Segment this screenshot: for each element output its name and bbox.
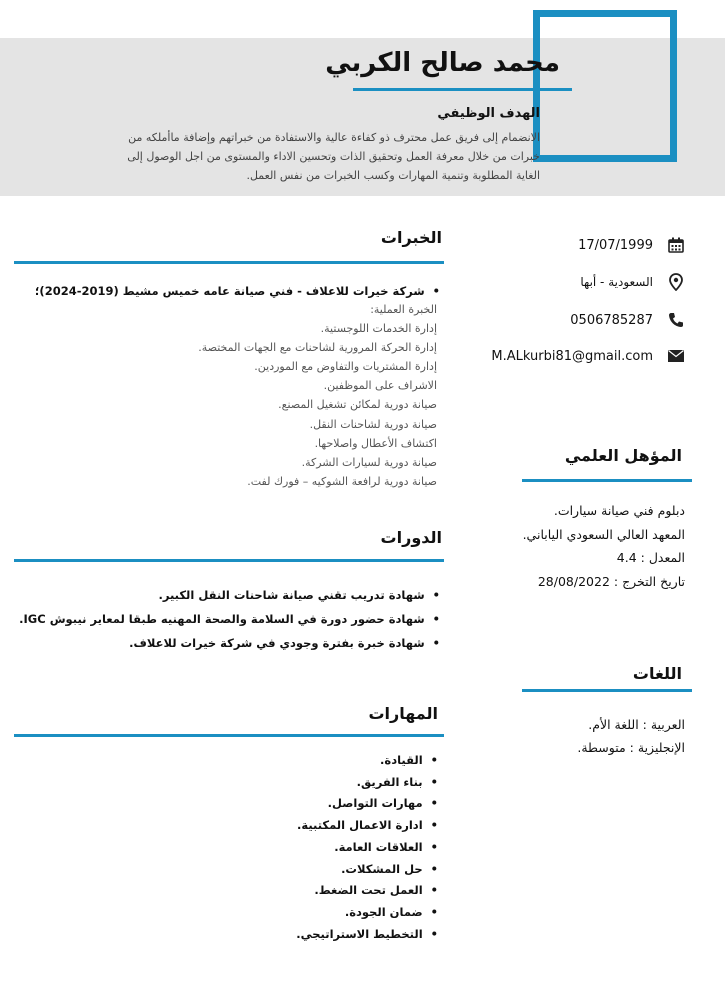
courses-list bbox=[19, 583, 440, 655]
experience-item: صيانة دورية لمكائن تشغيل المصنع. bbox=[278, 398, 437, 412]
language-line: الإنجليزية : متوسطة. bbox=[577, 740, 685, 755]
email-text: M.ALkurbi81@gmail.com bbox=[491, 348, 653, 364]
company-text: شركة خيرات للاعلاف - فني صيانة عامه خميس مشيط (2019-2024)؛ bbox=[34, 284, 425, 298]
experience-item: إدارة الحركة المرورية لشاحنات مع الجهات المختصة. bbox=[198, 341, 437, 355]
phone-text: 0506785287 bbox=[570, 312, 653, 328]
candidate-name: محمد صالح الكربي bbox=[325, 48, 560, 78]
courses-rule bbox=[14, 559, 444, 562]
bullet: • bbox=[432, 284, 440, 298]
course-item: • شهادة خبرة بفترة وجودي في شركة خيرات للاعلاف. bbox=[19, 631, 440, 655]
skill-item: • حل المشكلات. bbox=[296, 859, 438, 881]
skill-item: • العلاقات العامة. bbox=[296, 837, 438, 859]
languages-title: اللغات bbox=[632, 664, 682, 683]
skills-title: المهارات bbox=[368, 704, 438, 723]
experience-subtitle: الخبرة العملية: bbox=[370, 303, 437, 316]
experience-title: الخبرات bbox=[380, 228, 442, 247]
languages-block bbox=[577, 713, 685, 759]
skill-item: • مهارات التواصل. bbox=[296, 793, 438, 815]
language-line: العربية : اللغة الأم. bbox=[588, 717, 685, 732]
experience-item: صيانة دورية لسيارات الشركة. bbox=[301, 455, 437, 469]
experience-item: اكتشاف الأعطال واصلاحها. bbox=[314, 436, 437, 450]
contact-email bbox=[485, 344, 685, 368]
experience-item: إدارة الخدمات اللوجستية. bbox=[320, 322, 437, 336]
experience-item: الاشراف على الموظفين. bbox=[323, 379, 437, 393]
skill-item: • ادارة الاعمال المكتبية. bbox=[296, 815, 438, 837]
objective-title: الهدف الوظيفي bbox=[437, 106, 540, 121]
skill-item: • ضمان الجودة. bbox=[296, 902, 438, 924]
course-item: • شهادة حضور دورة في السلامة والصحة المهنيه طبقا لمعاير نيبوش IGC. bbox=[19, 607, 440, 631]
calendar-icon bbox=[667, 236, 685, 254]
education-line: المعهد العالي السعودي الياباني. bbox=[522, 526, 685, 542]
experience-company bbox=[35, 281, 440, 301]
header-frame bbox=[533, 10, 677, 162]
experience-rule bbox=[14, 261, 444, 264]
course-item: • شهادة تدريب تقني صيانة شاحنات النقل الكبير. bbox=[19, 583, 440, 607]
education-line: تاريخ التخرج : 28/08/2022 bbox=[537, 573, 685, 589]
envelope-icon bbox=[667, 347, 685, 365]
skills-rule bbox=[14, 734, 444, 737]
experience-item: صيانة دورية لشاحنات النقل. bbox=[309, 417, 437, 431]
skill-item: • التخطيط الاستراتيجي. bbox=[296, 924, 438, 946]
education-line: دبلوم فني صيانة سيارات. bbox=[553, 503, 685, 518]
education-block bbox=[523, 499, 685, 593]
languages-rule bbox=[522, 689, 692, 692]
experience-item: صيانة دورية لرافعة الشوكيه – فورك لفت. bbox=[247, 474, 437, 488]
location-text: السعودية - أبها bbox=[580, 275, 653, 289]
experience-details bbox=[198, 300, 437, 491]
objective-text: الانضمام إلى فريق عمل محترف ذو كفاءة عالية والاستفادة من خبراتهم وإضافة ماأملكه من خبرات من خلال معرفة العمل وتحقيق الذات وتحسين الاداء والمستوى من اجل الوصول إلى الغاية المطلوبة وتنمية المهارات وكسب الخبرات من نفس العمل. bbox=[127, 131, 540, 182]
skill-item: • القيادة. bbox=[296, 750, 438, 772]
education-rule bbox=[522, 479, 692, 482]
birthdate-text: 17/07/1999 bbox=[578, 237, 653, 253]
contact-location bbox=[485, 270, 685, 294]
courses-title: الدورات bbox=[380, 528, 442, 547]
experience-item: إدارة المشتريات والتفاوض مع الموردين. bbox=[254, 360, 437, 374]
phone-icon bbox=[667, 311, 685, 329]
name-underline bbox=[353, 88, 572, 91]
education-title: المؤهل العلمي bbox=[564, 446, 682, 465]
skill-item: • العمل تحت الضغط. bbox=[296, 880, 438, 902]
skill-item: • بناء الفريق. bbox=[296, 772, 438, 794]
skills-list bbox=[296, 750, 438, 945]
contact-birthdate bbox=[485, 233, 685, 257]
contact-phone bbox=[485, 308, 685, 332]
education-line: المعدل : 4.4 bbox=[616, 550, 685, 565]
location-pin-icon bbox=[667, 273, 685, 291]
